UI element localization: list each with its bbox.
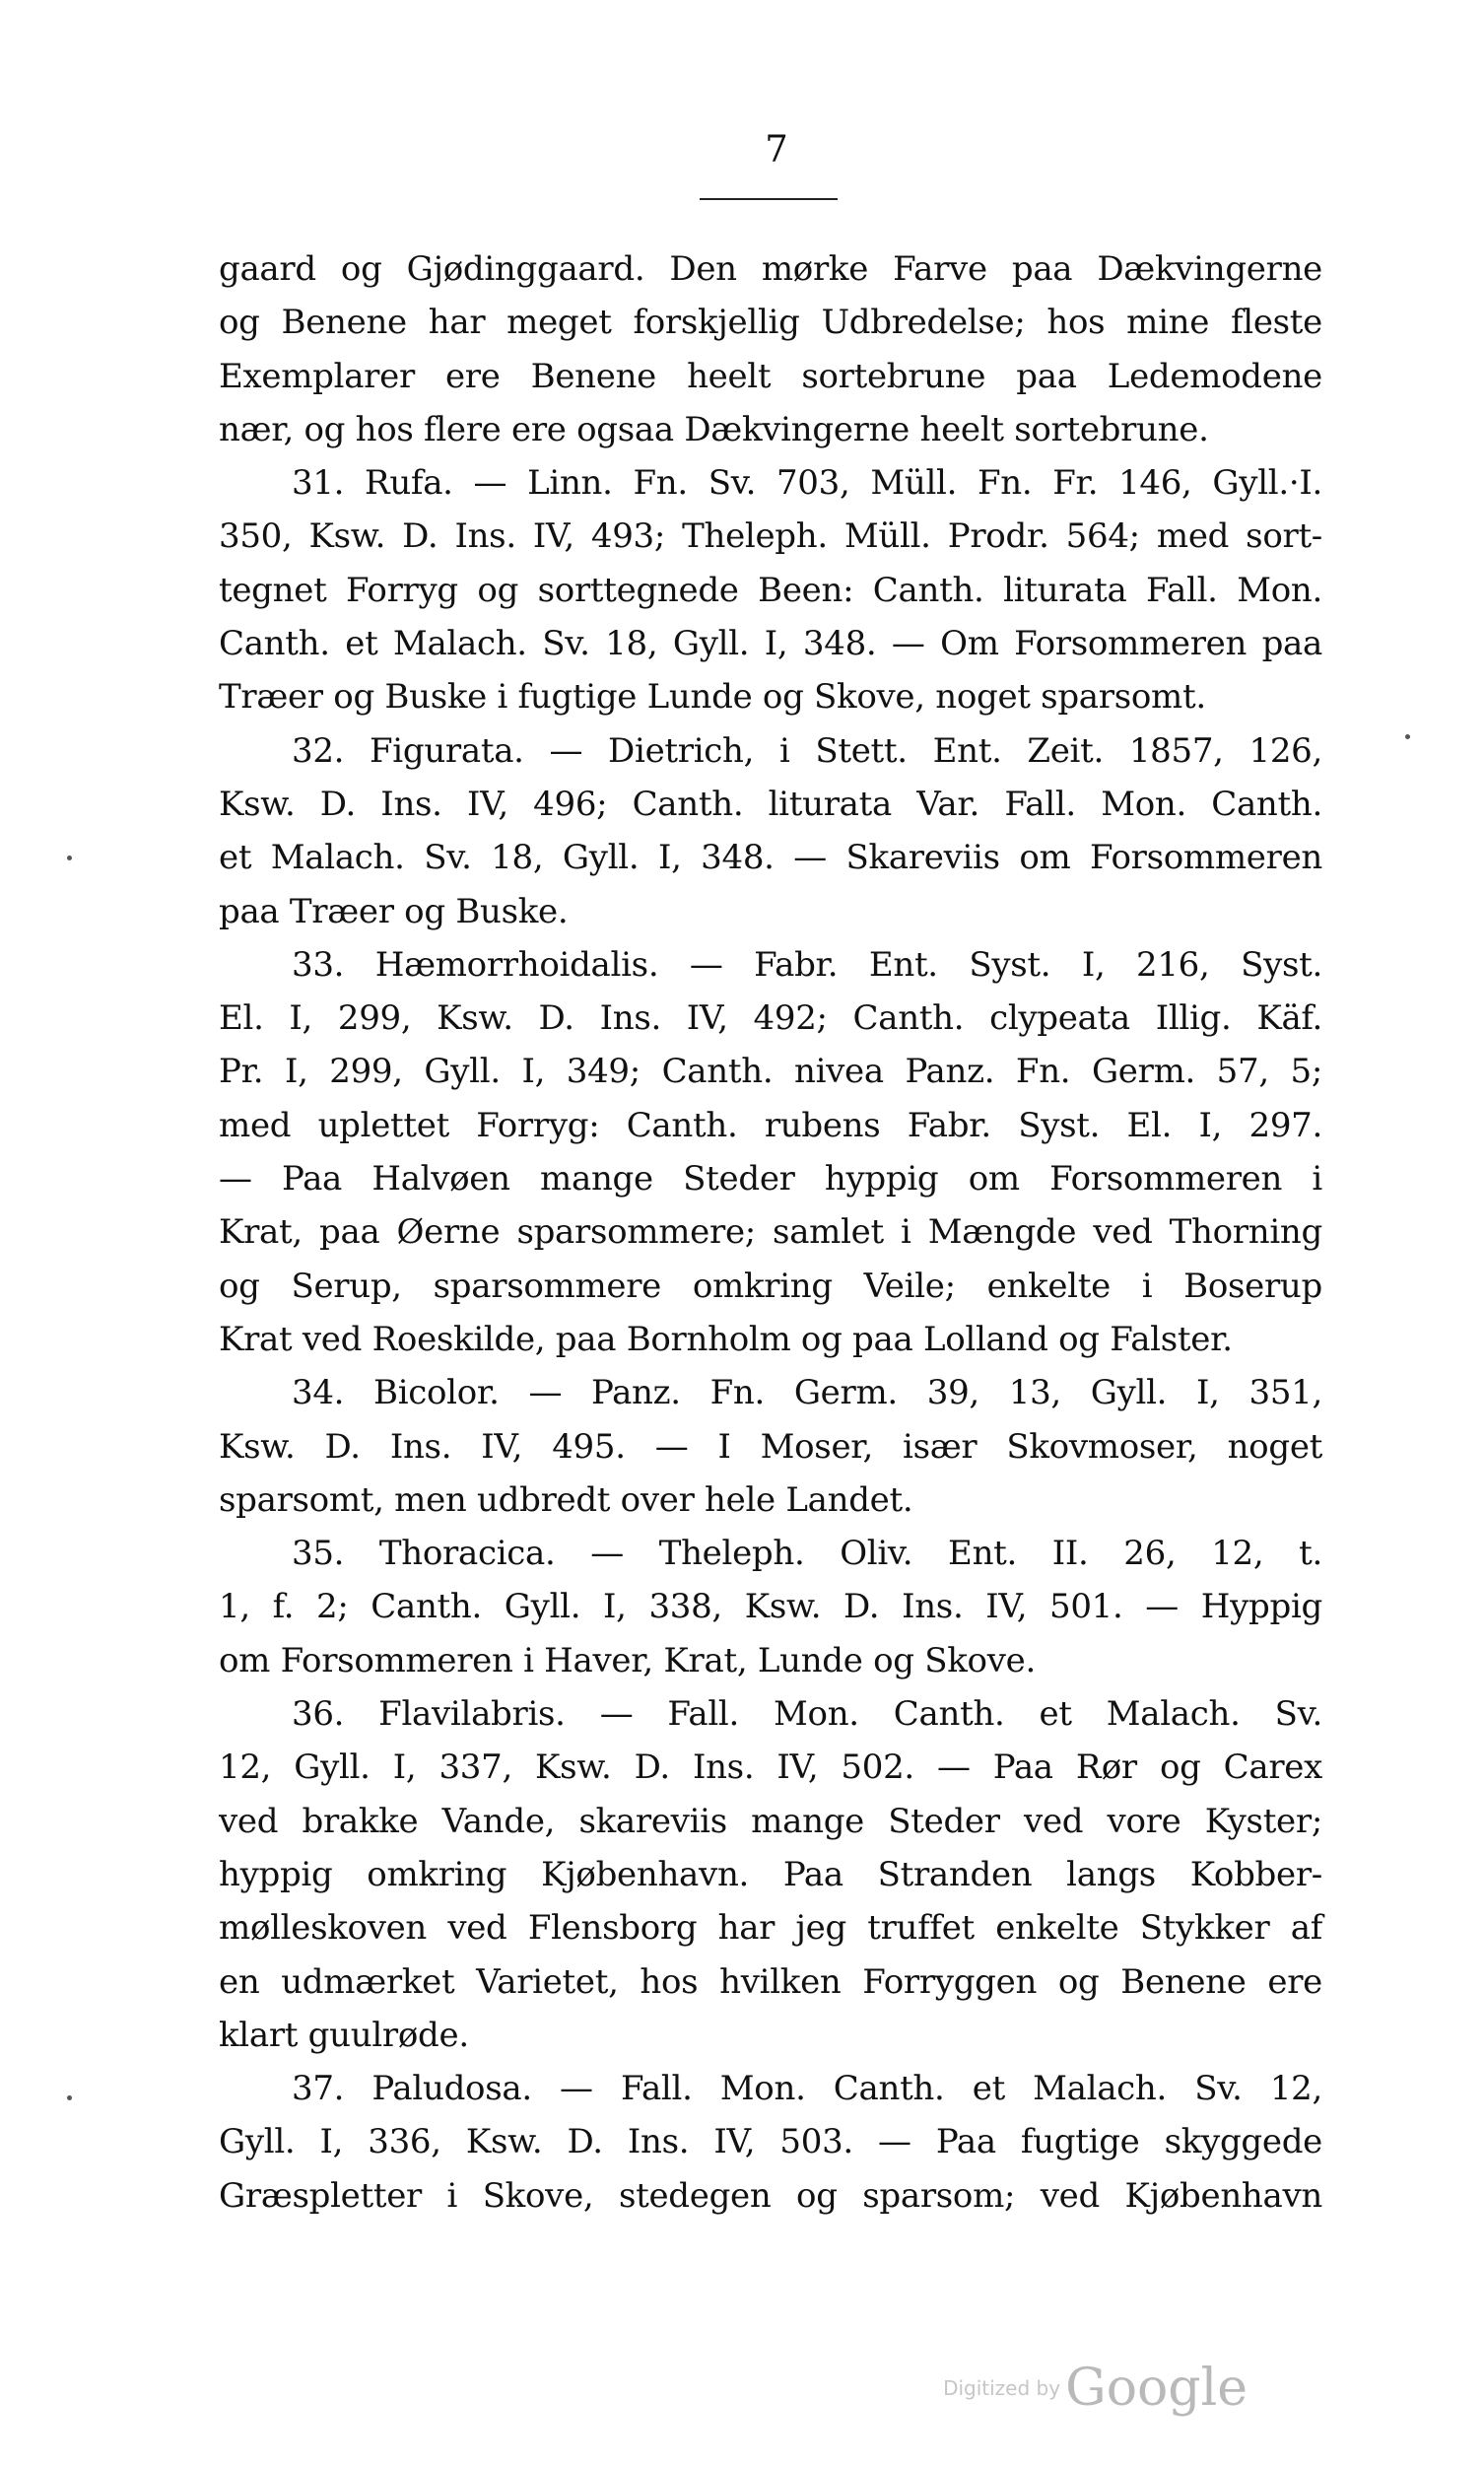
text-line: et Malach. Sv. 18, Gyll. I, 348. — Skareviis om Forsommeren bbox=[219, 838, 1322, 878]
text-line: Ksw. D. Ins. IV, 495. — I Moser, især Skovmoser, noget bbox=[219, 1426, 1322, 1467]
text-line: Pr. I, 299, Gyll. I, 349; Canth. nivea Panz. Fn. Germ. 57, 5; bbox=[219, 1052, 1322, 1092]
entry-35-heading: 35. Thoracica. — Theleph. Oliv. Ent. II. 26, 12, t. bbox=[292, 1534, 1322, 1574]
text-line: 1, f. 2; Canth. Gyll. I, 338, Ksw. D. Ins. IV, 501. — Hyppig bbox=[219, 1587, 1322, 1627]
speck-mark bbox=[67, 2095, 72, 2100]
text-line: El. I, 299, Ksw. D. Ins. IV, 492; Canth. clypeata Illig. Käf. bbox=[219, 998, 1322, 1039]
text-line: paa Træer og Buske. bbox=[219, 891, 569, 931]
text-line: med uplettet Forryg: Canth. rubens Fabr. Syst. El. I, 297. bbox=[219, 1105, 1322, 1145]
page-number-rule bbox=[700, 198, 838, 200]
text-line: tegnet Forryg og sorttegnede Been: Canth. liturata Fall. Mon. bbox=[219, 570, 1322, 610]
text-line: en udmærket Varietet, hos hvilken Forryggen og Benene ere bbox=[219, 1961, 1322, 2002]
page-number: 7 bbox=[765, 128, 788, 171]
text-line: ved brakke Vande, skareviis mange Steder ved vore Kyster; bbox=[219, 1801, 1322, 1841]
entry-37-heading: 37. Paludosa. — Fall. Mon. Canth. et Malach. Sv. 12, bbox=[292, 2069, 1322, 2109]
watermark-prefix: Digitized by bbox=[943, 2376, 1061, 2400]
text-line: Krat, paa Øerne sparsommere; samlet i Mængde ved Thorning bbox=[219, 1212, 1322, 1253]
text-line: hyppig omkring Kjøbenhavn. Paa Stranden langs Kobber- bbox=[219, 1854, 1322, 1894]
text-line: og Benene har meget forskjellig Udbredelse; hos mine fleste bbox=[219, 303, 1322, 343]
speck-mark bbox=[1405, 734, 1410, 739]
text-line: Gyll. I, 336, Ksw. D. Ins. IV, 503. — Paa fugtige skyggede bbox=[219, 2122, 1322, 2162]
text-line: Krat ved Roeskilde, paa Bornholm og paa Lolland og Falster. bbox=[219, 1319, 1233, 1359]
text-line: — Paa Halvøen mange Steder hyppig om Forsommeren i bbox=[219, 1159, 1322, 1199]
text-line: klart guulrøde. bbox=[219, 2015, 469, 2055]
text-line: om Forsommeren i Haver, Krat, Lunde og Skove. bbox=[219, 1640, 1036, 1680]
text-line: og Serup, sparsommere omkring Veile; enkelte i Boserup bbox=[219, 1266, 1322, 1306]
google-logo: Google bbox=[1065, 2359, 1248, 2418]
text-line: 350, Ksw. D. Ins. IV, 493; Theleph. Müll. Prodr. 564; med sort- bbox=[219, 516, 1322, 557]
entry-36-heading: 36. Flavilabris. — Fall. Mon. Canth. et Malach. Sv. bbox=[292, 1694, 1322, 1735]
text-line: gaard og Gjødinggaard. Den mørke Farve paa Dækvingerne bbox=[219, 249, 1322, 289]
text-line: Ksw. D. Ins. IV, 496; Canth. liturata Var. Fall. Mon. Canth. bbox=[219, 784, 1322, 824]
text-line: 12, Gyll. I, 337, Ksw. D. Ins. IV, 502. — Paa Rør og Carex bbox=[219, 1747, 1322, 1788]
body-text bbox=[219, 242, 1322, 2223]
text-line: Græspletter i Skove, stedegen og sparsom; ved Kjøbenhavn bbox=[219, 2175, 1322, 2216]
text-line: Canth. et Malach. Sv. 18, Gyll. I, 348. — Om Forsommeren paa bbox=[219, 624, 1322, 664]
speck-mark bbox=[67, 856, 72, 860]
text-line: Træer og Buske i fugtige Lunde og Skove, noget sparsomt. bbox=[219, 677, 1206, 718]
entry-34-heading: 34. Bicolor. — Panz. Fn. Germ. 39, 13, Gyll. I, 351, bbox=[292, 1373, 1322, 1413]
text-line: sparsomt, men udbredt over hele Landet. bbox=[219, 1479, 913, 1520]
entry-31-heading: 31. Rufa. — Linn. Fn. Sv. 703, Müll. Fn. Fr. 146, Gyll.·I. bbox=[292, 463, 1322, 504]
entry-32-heading: 32. Figurata. — Dietrich, i Stett. Ent. Zeit. 1857, 126, bbox=[292, 730, 1322, 771]
text-line: mølleskoven ved Flensborg har jeg truffet enkelte Stykker af bbox=[219, 1908, 1322, 1949]
text-line: Exemplarer ere Benene heelt sortebrune paa Ledemodene bbox=[219, 356, 1322, 396]
entry-33-heading: 33. Hæmorrhoidalis. — Fabr. Ent. Syst. I, 216, Syst. bbox=[292, 944, 1322, 985]
text-line: nær, og hos flere ere ogsaa Dækvingerne heelt sortebrune. bbox=[219, 409, 1209, 449]
digitized-by-watermark bbox=[943, 2359, 1248, 2418]
